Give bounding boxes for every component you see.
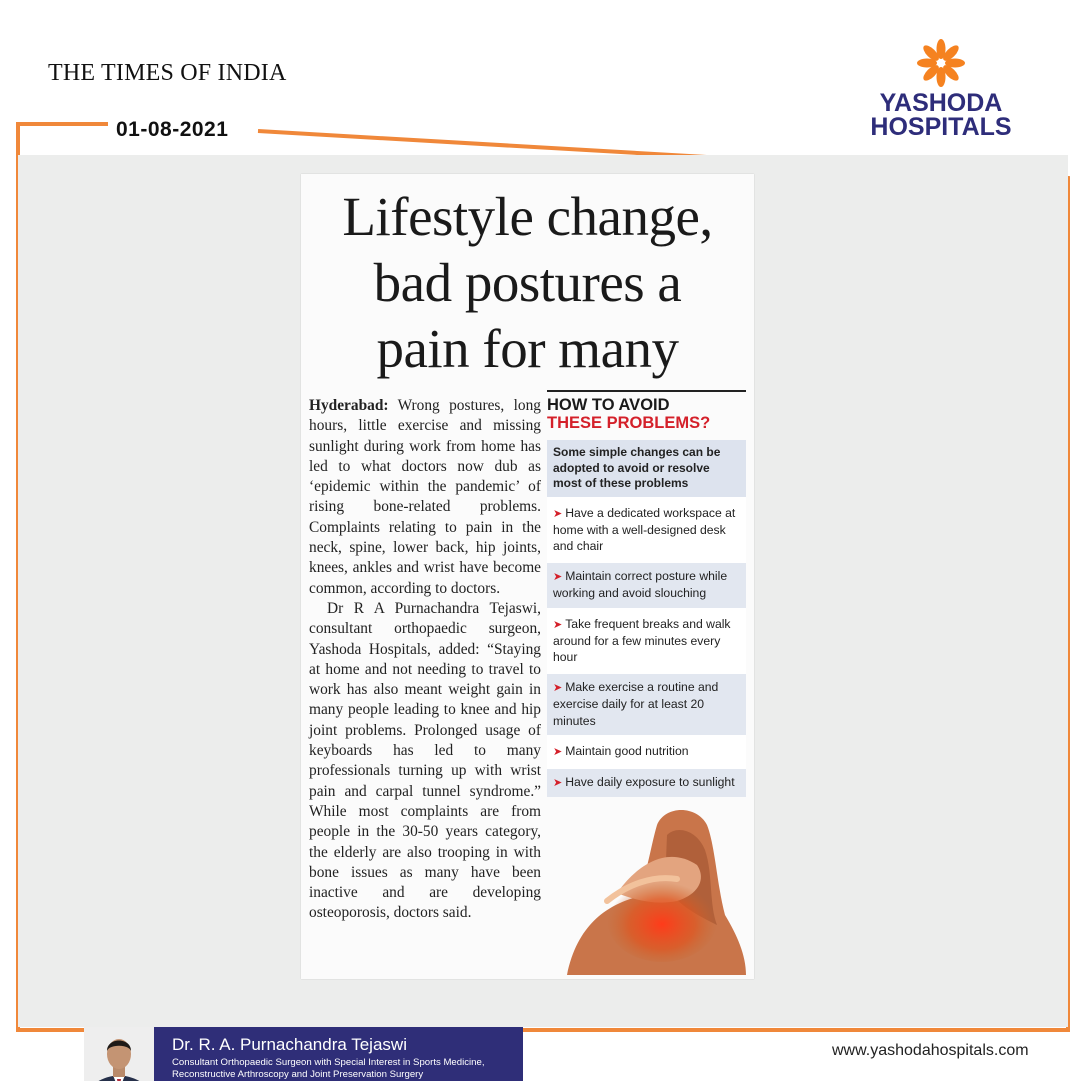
article-paragraph	[309, 396, 541, 599]
tip-item: ➤ Maintain good nutrition	[547, 735, 746, 766]
arrow-icon: ➤	[553, 618, 563, 631]
publication-date: 01-08-2021	[116, 118, 229, 141]
publication-name: THE TIMES OF INDIA	[48, 60, 287, 86]
arrow-icon: ➤	[553, 682, 563, 695]
doctor-designation: Consultant Orthopaedic Surgeon with Special Interest in Sports Medicine, Reconstructive Arthroscopy and Joint Preservation Surgery	[172, 1057, 485, 1080]
paragraph-text: Wrong postures, long hours, little exercise and missing sunlight during work from home has led to what doctors now dub as ‘epidemic within the pandemic’ of rising bone-related problems. Complaints relating to pain in the neck, spine, lower back, hip joints, knees, ankles and wrist have become common, according to doctors.	[309, 397, 541, 597]
headline-line: Lifestyle change,	[342, 186, 713, 247]
article-paragraph: Dr R A Purnachandra Tejaswi, consultant orthopaedic surgeon, Yashoda Hospitals, added: “Staying at home and not needing to travel to work has also meant weight gain in many people leading to knee and hip joint problems. Prolonged usage of keyboards has led to many professionals turning up with wrist pain and carpal tunnel syndrome.” While most complaints are from people in the 30-50 years category, the elderly are also trooping in with bone issues as many have been inactive and are developing osteoporosis, doctors said.	[309, 599, 541, 922]
flower-logo-icon	[866, 36, 1016, 90]
arrow-icon: ➤	[553, 776, 563, 789]
sidebar-title: HOW TO AVOID	[547, 396, 670, 414]
tip-item: ➤ Make exercise a routine and exercise daily for at least 20 minutes	[547, 671, 746, 735]
headline-line: pain for many	[376, 318, 679, 379]
logo-line2: HOSPITALS	[870, 113, 1012, 141]
sidebar-subtitle: THESE PROBLEMS?	[547, 414, 711, 432]
headline-line: bad postures a	[373, 252, 682, 313]
doctor-name: Dr. R. A. Purnachandra Tejaswi	[172, 1035, 407, 1054]
headline	[311, 184, 744, 382]
sidebar-rule	[547, 390, 746, 392]
arrow-icon: ➤	[553, 571, 563, 584]
neck-pain-image	[547, 805, 746, 975]
tip-item: ➤ Maintain correct posture while working and avoid slouching	[547, 560, 746, 607]
tip-item: ➤ Have a dedicated workspace at home with a well-designed desk and chair	[547, 497, 746, 561]
tip-item: ➤ Have daily exposure to sunlight	[547, 766, 746, 797]
tips-list	[547, 497, 746, 798]
arrow-icon: ➤	[553, 507, 563, 520]
logo-line1: YASHODA	[879, 89, 1003, 117]
tip-item: ➤ Take frequent breaks and walk around for a few minutes every hour	[547, 608, 746, 672]
doctor-band	[84, 1027, 523, 1081]
article-body	[309, 396, 541, 924]
doctor-avatar-icon	[84, 1027, 154, 1081]
tips-sidebar	[547, 390, 746, 975]
yashoda-logo	[866, 36, 1016, 140]
sidebar-intro: Some simple changes can be adopted to avoid or resolve most of these problems	[547, 440, 746, 497]
arrow-icon: ➤	[553, 745, 563, 758]
newspaper-clipping	[301, 174, 754, 979]
dateline: Hyderabad:	[309, 397, 389, 414]
website-url[interactable]: www.yashodahospitals.com	[832, 1042, 1029, 1059]
